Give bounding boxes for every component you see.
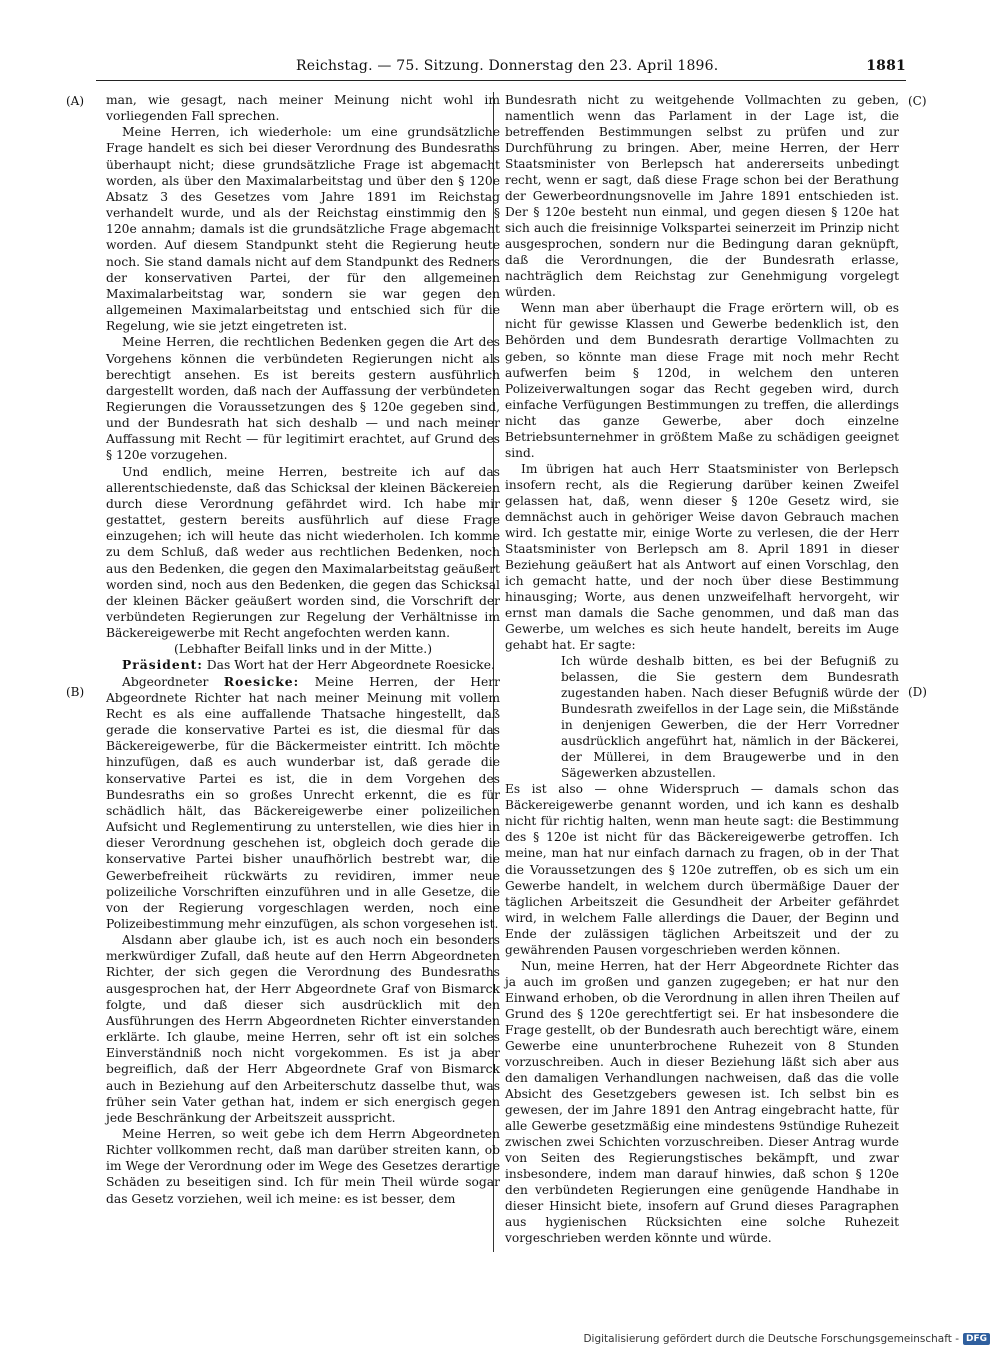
quotation-text: Ich würde deshalb bitten, es bei der Befugniß zu belassen, die Sie gestern dem Bundesrath zugestanden haben. Nach dieser Befugniß würde der Bundesrath zweifellos in der Lage sein, die Mißstände in denjenigen Gewerben, die der Herr Vorredner ausdrücklich angeführt hat, nämlich in der Bäckerei, der Müllerei, in dem Braugewerbe und in den Sägewerken abzustellen. [561,654,899,781]
page-header [96,58,906,76]
left-column [106,92,500,1207]
page-number: 1881 [866,58,906,74]
paragraph: Nun, meine Herren, hat der Herr Abgeordnete Richter das ja auch im großen und ganzen zugegeben; er hat nur den Einwand erhoben, ob die Verordnung in allen ihren Theilen auf Grund des § 120e gerechtfertigt sei. Er hat insbesondere die Frage gestellt, ob der Bundesrath auch berechtigt wäre, einem Gewerbe eine ununterbrochene Ruhezeit von 8 Stunden vorzuschreiben. Auch in dieser Beziehung läßt sich aber aus den damaligen Verhandlungen nachweisen, daß das die volle Absicht des Gesetzgebers gewesen ist. Ich selbst bin es gewesen, der im Jahre 1891 den Antrag eingebracht hatte, für alle Gewerbe gesetzmäßig eine mindestens 9stündige Ruhezeit zwischen zwei Schichten vorzuschreiben. Dieser Antrag wurde von Seiten des Regierungstisches bekämpft, und zwar insbesondere, indem man darauf hinwies, daß schon § 120e den verbündeten Regierungen eine genügende Handhabe in dieser Hinsicht biete, insofern auf Grund dieses Paragraphen aus hygienischen Rücksichten eine solche Ruhezeit vorgeschrieben werden könnte und würde. [505,958,899,1246]
dfg-logo: DFG [963,1333,990,1345]
margin-marker-d: (D) [908,685,927,699]
margin-marker-b: (B) [66,685,85,699]
paragraph: Meine Herren, die rechtlichen Bedenken gegen die Art des Vorgehens können die verbündeten Regierungen nicht als berechtigt ansehen. Es ist bereits gestern ausführlich dargestellt worden, daß nach der Auffassung der verbündeten Regierungen die Voraussetzungen des § 120e gegeben sind, und der Bundesrath hat sich deshalb — und nach meiner Auffassung mit Recht — für legitimirt erachtet, auf Grund des § 120e vorzugehen. [106,335,500,463]
speaker-president: Präsident: [122,657,203,673]
paragraph: Meine Herren, so weit gebe ich dem Herrn Abgeordneten Richter vollkommen recht, daß man darüber streiten kann, ob im Wege der Verordnung oder im Wege des Gesetzes derartige Schäden zu beseitigen sind. Ich für mein Theil würde sogar das Gesetz vorziehen, weil ich meine: es ist besser, dem [106,1127,500,1206]
paragraph: Wenn man aber überhaupt die Frage erörtern will, ob es nicht für gewisse Klassen und Gewerbe bedenklich ist, den Behörden und dem Bundesrath derartige Vollmachten zu geben, so könnte man diese Frage mit noch mehr Recht aufwerfen beim § 120d, in welchem den unteren Polizeiverwaltungen sogar das Recht gegeben wird, durch einfache Verfügungen Bestimmungen zu treffen, die allerdings nicht das ganze Gewerbe, aber doch einzelne Betriebsunternehmer in größtem Maße zu schädigen geeignet sind. [505,301,899,460]
footer-text: Digitalisierung gefördert durch die Deutsche Forschungsgemeinschaft - [583,1333,959,1345]
footer-credit [583,1333,990,1345]
president-paragraph [106,657,500,673]
paragraph: Alsdann aber glaube ich, ist es auch noch ein besonders merkwürdiger Zufall, daß heute auf den Herrn Abgeordneten Richter, der sich gegen die Verordnung des Bundesraths ausgesprochen hat, der Herr Abgeordnete Graf von Bismarck folgte, und daß dieser sich ausdrücklich mit den Ausführungen des Herrn Abgeordneten Richter einverstanden erklärte. Ich glaube, meine Herren, sehr oft ist ein solches Einverständniß noch nicht vorgekommen. Es ist ja aber begreiflich, daß der Herr Abgeordnete Graf von Bismarck auch in Beziehung auf den Arbeiterschutz dasselbe thut, was früher sein Vater gethan hat, indem er sich energisch gegen jede Beschränkung der Arbeitszeit ausspricht. [106,933,500,1125]
roesicke-paragraph [106,674,500,933]
speaker-intro: Abgeordneter [122,674,209,689]
president-text: Das Wort hat der Herr Abgeordnete Roesicke. [206,658,495,673]
paragraph: Im übrigen hat auch Herr Staatsminister von Berlepsch insofern recht, als die Regierung darüber keinen Zweifel gelassen hat, daß, wenn dieser § 120e Gesetz wird, sie demnächst auch in gehöriger Weise davon Gebrauch machen wird. Ich gestatte mir, einige Worte zu verlesen, die der Herr Staatsminister von Berlepsch am 8. April 1891 in dieser Beziehung geäußert hat als Antwort auf einen Vorschlag, den ich gemacht hatte, und der noch über diese Bestimmung hinausging; Worte, aus denen unzweifelhaft hervorgeht, wir ernst man damals die Sache genommen, und daß man das Gewerbe, um welches es sich heute handelt, bereits im Auge gehabt hat. Er sagte: [505,461,899,653]
quotation [561,653,899,781]
paragraph: Meine Herren, ich wiederhole: um eine grundsätzliche Frage handelt es sich bei dieser Verordnung des Bundesraths überhaupt nicht; diese grundsätzliche Frage ist abgemacht worden, als über den Maximalarbeitstag und über den § 120e Absatz 3 des Gesetzes vom Jahre 1891 im Reichstag verhandelt wurde, und als der Reichstag einstimmig den § 120e annahm; damals ist die grundsätzliche Frage abgemacht worden. Auf diesem Standpunkt steht die Regierung heute noch. Sie stand damals nicht auf dem Standpunkt des Redners der konservativen Partei, der für den allgemeinen Maximalarbeitstag war, sondern sie war gegen den allgemeinen Maximalarbeitstag und entschied sich für die Regelung, wie sie jetzt eingetreten ist. [106,125,500,334]
header-rule [96,80,906,81]
paragraph: Es ist also — ohne Widerspruch — damals schon das Bäckereigewerbe genannt worden, und ich kann es deshalb nicht für richtig halten, wenn man heute sagt: die Bestimmung des § 120e ist nicht für das Bäckereigewerbe getroffen. Ich meine, man hat nur einfach darnach zu fragen, ob in der That die Voraussetzungen des § 120e zutreffen, ob es sich um ein Gewerbe handelt, in welchem durch übermäßige Dauer der täglichen Arbeitszeit die Gesundheit der Arbeiter gefährdet wird, in welchem Falle allerdings die Dauer, der Beginn und Ende der zulässigen täglichen Arbeitszeit und der zu gewährenden Pausen vorgeschrieben werden können. [505,782,899,957]
paragraph: Bundesrath nicht zu weitgehende Vollmachten zu geben, namentlich wenn das Parlament in der Lage ist, die betreffenden Bestimmungen selbst zu prüfen und zur Durchführung zu bringen. Aber, meine Herren, der Herr Staatsminister von Berlepsch hat andererseits unbedingt recht, wenn er sagt, daß diese Frage schon bei der Berathung der Gewerbeordnungsnovelle im Jahre 1891 entschieden ist. Der § 120e besteht nun einmal, und gegen diesen § 120e hat sich auch die freisinnige Volkspartei seinerzeit im Prinzip nicht ausgesprochen, sondern nur die Bedingung daran geknüpft, daß die Verordnungen, die der Bundesrath erlasse, nachträglich dem Reichstag zur Genehmigung vorgelegt würden. [505,93,899,300]
page-title: Reichstag. — 75. Sitzung. Donnerstag den 23. April 1896. [296,58,719,74]
right-column [505,92,899,1246]
paragraph: Und endlich, meine Herren, bestreite ich auf das allerentschiedenste, daß das Schicksal der kleinen Bäckereien durch diese Verordnung gefährdet wird. Ich habe mir gestattet, gestern bereits ausführlich auf diese Frage einzugehen; ich will heute das nicht wiederholen. Ich komme zu dem Schluß, daß weder aus rechtlichen Bedenken, noch aus den Bedenken, die gegen den Maximalarbeitstag geäußert worden sind, noch aus den Bedenken, die gegen das Schicksal der kleinen Bäcker geäußert worden sind, die Vorschrift der verbündeten Regierungen zur Regelung der Verhältnisse im Bäckereigewerbe mit Recht angefochten werden kann. [106,464,500,641]
applause-note: (Lebhafter Beifall links und in der Mitte.) [174,642,432,657]
speaker-roesicke: Roesicke: [223,673,300,689]
roesicke-text: Meine Herren, der Herr Abgeordnete Richter hat nach meiner Meinung mit vollem Recht es als eine auffallende Thatsache hingestellt, daß gerade die konservative Partei es ist, die diesmal für das Bäckereigewerbe, für die Bäckermeister eintritt. Ich möchte hinzufügen, daß es auch wunderbar ist, daß gerade die konservative Partei es ist, die in dem Vorgehen des Bundesraths ein so großes Unrecht erkennt, die es für schädlich hält, das Bäckereigewerbe einer polizeilichen Aufsicht und Reglementirung zu unterstellen, wie dies hier in dieser Verordnung geschehen ist, obgleich doch gerade die konservative Partei bisher unaufhörlich bestrebt war, die Gewerbefreiheit rückwärts zu revidiren, immer neue polizeiliche Vorschriften einzuführen und in alle Gesetze, die von der Regierung vorgeschlagen werden, noch eine Polizeibestimmung mehr einzufügen, als schon vorgesehen ist. [106,674,500,931]
margin-marker-a: (A) [66,94,85,108]
paragraph: man, wie gesagt, nach meiner Meinung nicht wohl im vorliegenden Fall sprechen. [106,93,500,124]
margin-marker-c: (C) [908,94,927,108]
